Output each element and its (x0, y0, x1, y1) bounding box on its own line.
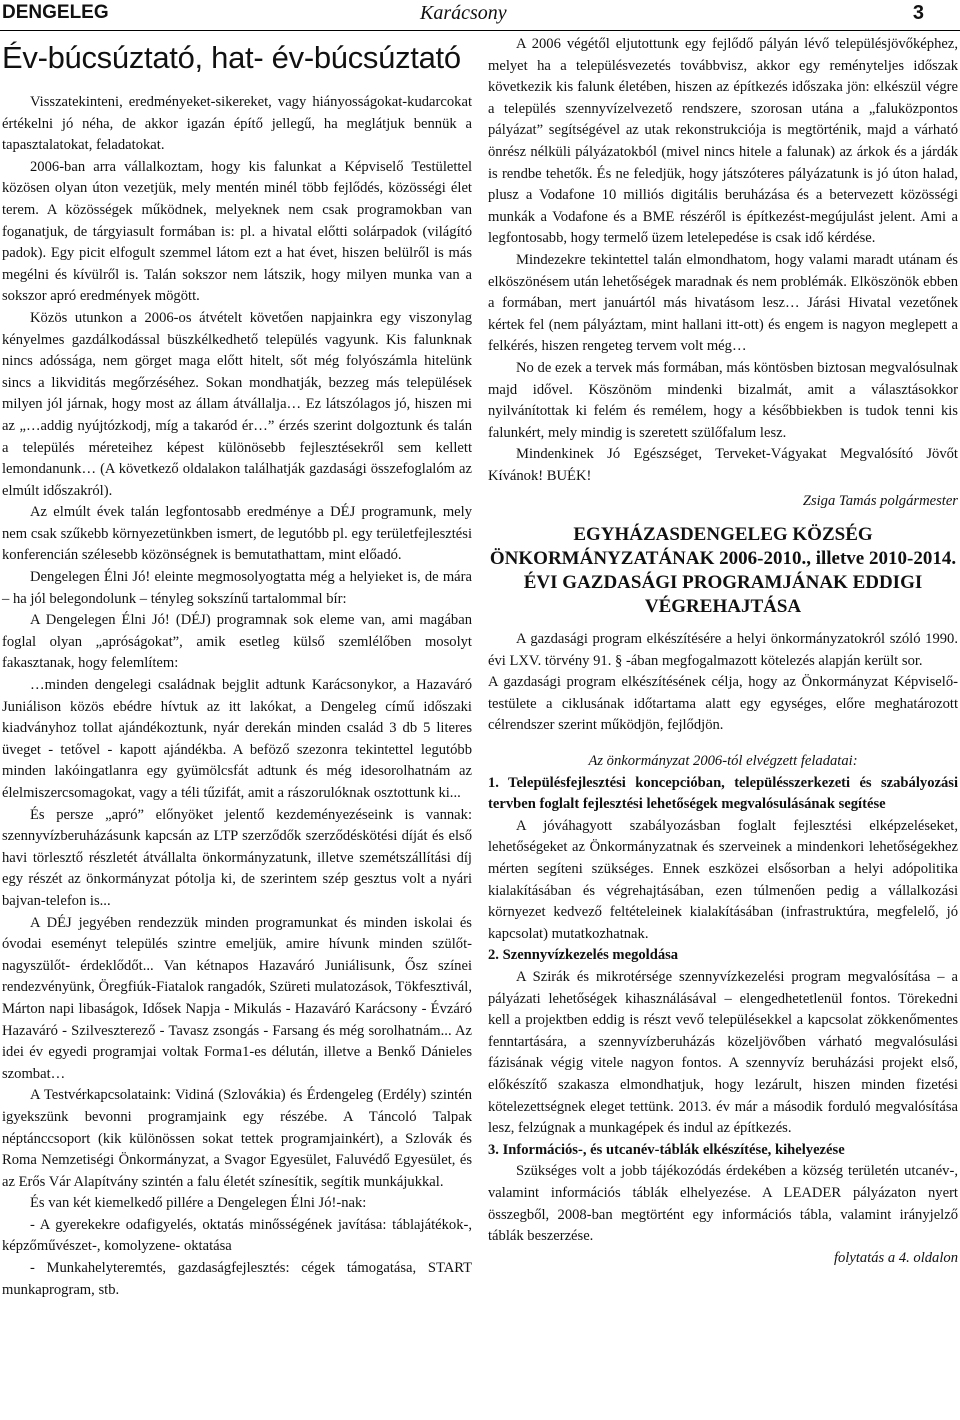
article-title: Év-búcsúztató, hat- év-búcsúztató (2, 40, 461, 75)
right-column (488, 34, 958, 1269)
paragraph: A DÉJ jegyében rendezzük minden programunkat és minden iskolai és óvodai eseményt település szintre emeljük, amire hívunk minden szülőt- nagyszülőt- érdeklődőt... Van kétnapos Hazaváró Juniálisunk, Ősz színei rendezvényünk, Öregfiúk-Fiatalok rangadók, Szüreti mulatozások, Tökfesztivál, Márton napi libaságok, Idősek Napja - Mikulás - Hazaváró Karácsony - Évzáró Hazaváró - Szilveszterező - Tavasz zsongás - Farsang és még sorolhatnám... Az idei év egyedi programjai voltak Forma1-es délután, illetve a Benkő Dánieles szombat… (2, 914, 472, 1082)
section-title: EGYHÁZASDENGELEG KÖZSÉG ÖNKORMÁNYZATÁNAK 2006-2010., illetve 2010-2014. ÉVI GAZDASÁGI PROGRAMJÁNAK EDDIGI VÉGREHAJTÁSA (489, 524, 957, 618)
tasks-title: Az önkormányzat 2006-tól elvégzett feladatai: (588, 753, 858, 770)
left-column (2, 34, 472, 1301)
paragraph: Szükséges volt a jobb tájékozódás érdekében a község területén utcanév-, valamint információs táblák elhelyezése. A LEADER pályázaton nyert összegből, 2008-ban megtörtént egy információs tábla, valamint irányjelző táblák beszerzése. (488, 1163, 958, 1245)
newspaper-name: DENGELEG (2, 2, 109, 23)
paragraph: No de ezek a tervek más formában, más köntösben biztosan megvalósulnak majd idővel. Köszönöm mindenki bizalmát, amit a választásokkor nyilvánítottak ki felém és remélem, hogy a későbbiekben is tudok tenni kis falunkért, mely mindig is szeretett szülőfalum lesz. (488, 359, 958, 441)
paragraph: Mindezekre tekintettel talán elmondhatom, hogy valami maradt utánam és elköszönésem után lehetőségek maradnak és nem problémák. Elköszönök ebben a formában, mert januártól más hivatásom lesz… Járási Hivatal vezetőnek kértek fel (nem pályáztam, mint hallani itt-ott) és engem is nagyon meglepett a felkérés, hiszen rengeteg tervem volt még… (488, 251, 958, 355)
paragraph: A Dengelegen Élni Jó! (DÉJ) programnak sok eleme van, ami magában foglal olyan „apróságokat”, amik esetleg külső szemlélőben mosolyt fakasztanak, hogy felemlítem: (2, 612, 472, 672)
paragraph: A gazdasági program elkészítésére a helyi önkormányzatokról szóló 1990. évi LXV. törvény 91. § -ában megfogalmazott kötelezés alapján került sor. (488, 631, 958, 669)
paragraph: Dengelegen Élni Jó! eleinte megmosolyogtatta még a helyieket is, de mára – ha jól belegondolunk – tényleg sokszínű tartalommal bír: (2, 569, 472, 607)
section-heading: 2. Szennyvízkezelés megoldása (488, 947, 679, 964)
paragraph: És van két kiemelkedő pillére a Dengelegen Élni Jó!-nak: (30, 1195, 367, 1212)
paragraph: 2006-ban arra vállalkoztam, hogy kis falunkat a Képviselő Testülettel közösen olyan úton vezetjük, mely mentén minél több fejlődés, közösségi élet terem. A közösségek működnek, melyeknek nem csak programokban van foganatjuk, de tárgyiasult formában is: pl. a hivatal előtti solárpadok (világító padok). Egy picit elfogult szemmel látom ezt a hat évet, hiszen belülről is más megélni és kívülről is. Talán sokszor nem látszik, hogy milyen munka van a sokszor apró eredmények mögött. (2, 158, 472, 305)
section-heading: 1. Településfejlesztési koncepcióban, településszerkezeti és szabályozási tervben foglalt fejlesztési lehetőségek megvalósulásának segítése (488, 774, 958, 813)
paragraph: - A gyerekekre odafigyelés, oktatás minősségének javítása: táblajátékok-, képzőművészet-, komolyzene- oktatása (2, 1216, 472, 1255)
issue-title: Karácsony (420, 2, 507, 24)
page-number: 3 (912, 2, 924, 24)
paragraph: A jóváhagyott szabályozásban foglalt fejlesztési elképzeléseket, lehetőségeket az Önkormányzatnak és szerveinek a mindenkori lehetőségekhez mérten segíteni szükséges. Ennek eszközei elsősorban a helyi adópolitika kialakításában és végrehajtásában, ezen túlmenően pedig a vállalkozási környezet kedvező feltételeinek kialakításában (infrastruktúra, megfelelő, jó kapcsolat) mutatkozhatnak. (488, 817, 958, 942)
section-heading: 3. Információs-, és utcanév-táblák elkészítése, kihelyezése (488, 1141, 845, 1158)
paragraph: …minden dengelegi családnak bejglit adtunk Karácsonykor, a Hazaváró Juniálison közös ebédre hívtuk az itt lakókat, a Dengeleg című időszaki kiadványhoz tollat ajándékoztunk, nyár derekán minden család 3 db 5 literes üveget - tetővel - kapott ajándékba. A beföző szezonra tekintettel legutóbb minden lakóingatlanra egy gyümölcsfát adtunk és még idesorolhatnám az élelmiszercsomagokat, vagy a téli tűzifát, amit a rászorulóknak osztottunk ki... (2, 677, 472, 801)
paragraph: Mindenkinek Jó Egészséget, Terveket-Vágyakat Megvalósító Jövőt Kívánok! BUÉK! (488, 446, 958, 484)
page-header (0, 0, 960, 31)
paragraph: És persze „apró” előnyöket jelentő kezdeményezéseink is vannak: szennyvízberuházásunk kapcsán az LTP szerződők szerződéskötési díját és első havi törlesztő részletét átvállalta önkormányzatunk, illetve szemétszállítási díj egy részét az önkormányzat pótolja ki, de szerintem szép gesztus volt a nyári bajvan-telefon is... (2, 806, 472, 909)
paragraph: Visszatekinteni, eredményeket-sikereket, vagy hiányosságokat-kudarcokat értékelni jó néha, de akkor igazán építő jellegű, ha meglátjuk bennük a tapasztalatokat, feladatokat. (2, 94, 472, 154)
signature: Zsiga Tamás polgármester (802, 493, 958, 510)
paragraph: A Testvérkapcsolataink: Vidiná (Szlovákia) és Érdengeleg (Erdély) szintén igyekszünk bevonni programjaink egy részébe. A Táncoló Talpak néptánccsoport (kik különössen sokat tettek programjainkért), a Szlovák és Roma Nemzetiségi Önkormányzat, a Svagor Egyesület, Faluvédő Egyesület, és az Erős Vár Alapítvány szintén a falu életét színesítik, segítik munkájukkal. (2, 1087, 472, 1190)
paragraph: A Szirák és mikrotérsége szennyvízkezelési program megvalósítása – a pályázati lehetőségek kihasználásával – elengedhetetlenül fontos. Törekedni kell a projektben eddig is részt vevő településekkel a kapcsolat zökkenőmentes fenntartására, a szennyvízberuházás közeljövőben várható megvalósulási fázisának végig vitele nagyon fontos. A szennyvíz beruházási projekt első, előkészítő szakasza elmondhatjuk, hogy lezárult, hiszen minden fizetési kötelezettségnek eleget tettünk. 2013. év már a második forduló megvalósítása lesz, felzúgnak a munkagépek és indul az építkezés. (488, 968, 958, 1137)
paragraph: A gazdasági program elkészítésének célja, hogy az Önkormányzat Képviselő-testülete a ciklusának időtartama alatt egy egységes, előre meghatározott célrendszer szerint működjön, fejlődjön. (488, 674, 958, 734)
paragraph: Közös utunkon a 2006-os átvételt követően napjainkra egy viszonylag kényelmes gazdálkodással büszkélkedhető település vagyunk. Kis falunknak nincs adóssága, nem görget maga előtt hitelt, sőt még folyószámla hitelünk sincs a likviditás megőrzéséhez. Sokan mondhatják, bezzeg más települések milyen jól járnak, hogy most az állam átvállalja… Ez látszólagos jó, hiszen mi az „…addig nyújtózkodj, míg a takaród ér…” érzés szerint dolgoztunk és talán a település méreteihez képest különösebb fejlesztésekről sem kellett lemondanunk… (A következő oldalakon találhatják gazdasági összefoglalóm az elmúlt időszakról). (2, 309, 472, 499)
paragraph: Az elmúlt évek talán legfontosabb eredménye a DÉJ programunk, mely nem csak szűkebb környezetünkben ismert, de legutóbb pl. egy területfejlesztési konferencián szélesebb közönségnek is bemutathattam, mint előadó. (2, 504, 472, 564)
paragraph: - Munkahelyteremtés, gazdaságfejlesztés: cégek támogatása, START munkaprogram, stb. (2, 1260, 472, 1298)
continued-note: folytatás a 4. oldalon (833, 1249, 958, 1266)
paragraph: A 2006 végétől eljutottunk egy fejlődő pályán lévő településjövőképhez, melyet ha a településvezetés továbbvisz, akkor egy reményteljes időszak következik kis falunk életében, hiszen az építkezés időszaka jön: elkészül végre a település szennyvízelvezető rendszere, szorosan utána a „faluközpontos pályázat” segítségével az utak rekonstrukciója is megtörténik, majd a várható önrész nélküli pályázatokból (mivel nincs hitele a falunak) az árkok és a járdák is rendbe tehetők. És ne feledjük, hogy játszóteres pályázatunk is jó úton halad, plusz a Vodafone 10 milliós digitális beruházása és a betervezett közösségi munkák a Vodafone és a BME részéről is építkezést-megújulást jelent. Ami a legfontosabb, hogy termelő üzem letelepedése is csak idő kérdése. (488, 36, 958, 247)
